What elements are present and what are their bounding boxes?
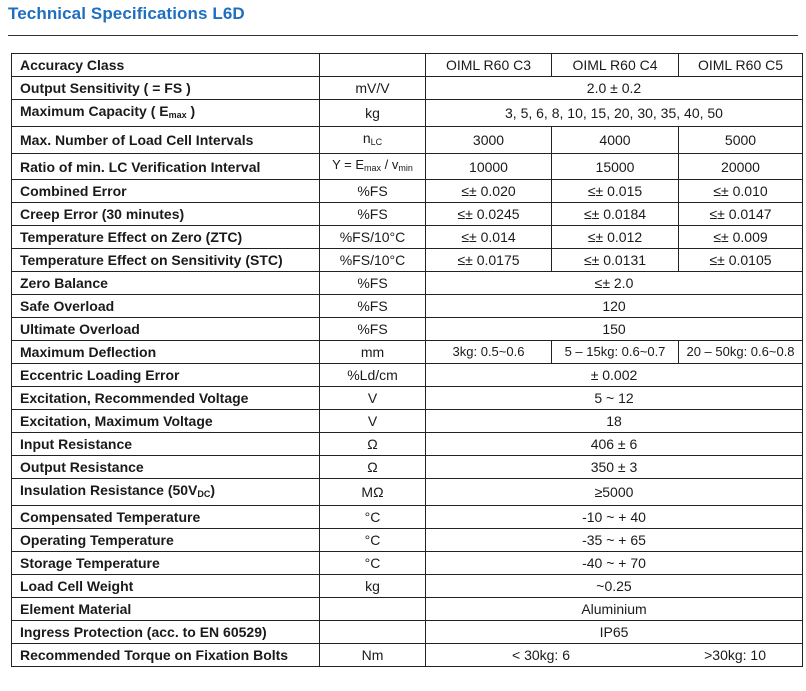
unit-cell: kg [320,100,426,127]
value-cell: Aluminium [426,598,803,621]
value-cell: ~0.25 [426,575,803,598]
class-c3-header: OIML R60 C3 [426,54,552,77]
table-row-eccentric-error [12,364,803,387]
value-cell: 150 [426,318,803,341]
unit-cell: %Ld/cm [320,364,426,387]
value-c4: ≤± 0.012 [552,226,679,249]
value-cell: -10 ~ + 40 [426,506,803,529]
unit-cell: Ω [320,433,426,456]
value-c5: ≤± 0.010 [679,180,803,203]
unit-cell: mV/V [320,77,426,100]
value-c5: 5000 [679,127,803,154]
value-c4: ≤± 0.015 [552,180,679,203]
param-label: Max. Number of Load Cell Intervals [12,127,320,154]
value-c5: ≤± 0.0105 [679,249,803,272]
torque-under-30kg: < 30kg: 6 [512,647,570,663]
unit-cell: °C [320,529,426,552]
param-label: Maximum Deflection [12,341,320,364]
table-row-output-resistance [12,456,803,479]
table-row-temp-sensitivity [12,249,803,272]
unit-cell: Nm [320,644,426,667]
unit-cell: °C [320,552,426,575]
param-label: Safe Overload [12,295,320,318]
value-cell: 3, 5, 6, 8, 10, 15, 20, 30, 35, 40, 50 [426,100,803,127]
value-cell: ≥5000 [426,479,803,506]
table-row-combined-error [12,180,803,203]
value-c4: ≤± 0.0184 [552,203,679,226]
table-row-compensated-temp [12,506,803,529]
unit-cell: %FS [320,203,426,226]
class-c5-header: OIML R60 C5 [679,54,803,77]
unit-cell: V [320,387,426,410]
page-title: Technical Specifications L6D [8,4,245,23]
param-label: Creep Error (30 minutes) [12,203,320,226]
value-cell: 406 ± 6 [426,433,803,456]
table-row-max-intervals [12,127,803,154]
value-cell: ≤± 2.0 [426,272,803,295]
param-label: Zero Balance [12,272,320,295]
unit-cell: °C [320,506,426,529]
torque-over-30kg: >30kg: 10 [704,647,766,663]
param-label: Ultimate Overload [12,318,320,341]
value-cell: ± 0.002 [426,364,803,387]
table-row-output-sensitivity [12,77,803,100]
table-row-ratio-interval [12,154,803,180]
value-c3: ≤± 0.0245 [426,203,552,226]
param-label: Operating Temperature [12,529,320,552]
table-row-creep-error [12,203,803,226]
param-label: Load Cell Weight [12,575,320,598]
value-c4: 5 – 15kg: 0.6~0.7 [552,341,679,364]
unit-cell: Ω [320,456,426,479]
unit-cell: MΩ [320,479,426,506]
value-c4: 4000 [552,127,679,154]
value-c5: 20 – 50kg: 0.6~0.8 [679,341,803,364]
table-row-ultimate-overload [12,318,803,341]
table-row-exc-maximum [12,410,803,433]
table-row-ingress-protection [12,621,803,644]
value-c3: 3kg: 0.5~0.6 [426,341,552,364]
unit-cell: mm [320,341,426,364]
value-c4: 15000 [552,154,679,180]
unit-cell: %FS [320,318,426,341]
table-row-input-resistance [12,433,803,456]
param-label: Excitation, Maximum Voltage [12,410,320,433]
value-c5: ≤± 0.009 [679,226,803,249]
table-row-temp-zero [12,226,803,249]
param-label: Recommended Torque on Fixation Bolts [12,644,320,667]
param-label: Compensated Temperature [12,506,320,529]
param-label: Output Resistance [12,456,320,479]
table-row-operating-temp [12,529,803,552]
value-c3: ≤± 0.020 [426,180,552,203]
value-c5: 20000 [679,154,803,180]
unit-cell: %FS [320,272,426,295]
param-label: Input Resistance [12,433,320,456]
param-label: Excitation, Recommended Voltage [12,387,320,410]
value-cell: 350 ± 3 [426,456,803,479]
table-row-accuracy-class [12,54,803,77]
param-label: Storage Temperature [12,552,320,575]
param-label: Ratio of min. LC Verification Interval [12,154,320,180]
title-divider [8,35,798,36]
value-c5: ≤± 0.0147 [679,203,803,226]
table-row-max-capacity [12,100,803,127]
unit-cell [320,54,426,77]
value-c3: ≤± 0.014 [426,226,552,249]
unit-cell: V [320,410,426,433]
param-label: Accuracy Class [12,54,320,77]
param-label: Temperature Effect on Zero (ZTC) [12,226,320,249]
param-label: Maximum Capacity ( $E_{max}$ ) [12,100,320,127]
table-row-torque [12,644,803,667]
param-label: Eccentric Loading Error [12,364,320,387]
param-label: Insulation Resistance $(50V_{DC})$ [12,479,320,506]
unit-cell: $n_{LC}$ [320,127,426,154]
table-row-zero-balance [12,272,803,295]
param-label: Temperature Effect on Sensitivity (STC) [12,249,320,272]
unit-cell: %FS/10°C [320,226,426,249]
param-label: Output Sensitivity ( = FS ) [12,77,320,100]
table-row-storage-temp [12,552,803,575]
class-c4-header: OIML R60 C4 [552,54,679,77]
value-c3: ≤± 0.0175 [426,249,552,272]
table-row-cell-weight [12,575,803,598]
value-cell: -35 ~ + 65 [426,529,803,552]
table-row-element-material [12,598,803,621]
value-c3: 10000 [426,154,552,180]
value-cell: 2.0 ± 0.2 [426,77,803,100]
value-cell: -40 ~ + 70 [426,552,803,575]
param-label: Combined Error [12,180,320,203]
value-c3: 3000 [426,127,552,154]
value-c4: ≤± 0.0131 [552,249,679,272]
value-cell: 120 [426,295,803,318]
table-row-exc-recommended [12,387,803,410]
unit-cell [320,598,426,621]
value-cell: IP65 [426,621,803,644]
value-cell: 18 [426,410,803,433]
param-label: Ingress Protection (acc. to EN 60529) [12,621,320,644]
value-cell: 5 ~ 12 [426,387,803,410]
unit-cell: %FS [320,295,426,318]
table-row-max-deflection [12,341,803,364]
unit-cell: %FS [320,180,426,203]
table-row-safe-overload [12,295,803,318]
table-row-insulation-resistance [12,479,803,506]
unit-cell: %FS/10°C [320,249,426,272]
value-cell [426,644,803,667]
param-label: Element Material [12,598,320,621]
unit-cell: kg [320,575,426,598]
unit-cell: $Y = E_{max} / v_{min}$ [320,154,426,180]
unit-cell [320,621,426,644]
spec-table [11,53,803,667]
